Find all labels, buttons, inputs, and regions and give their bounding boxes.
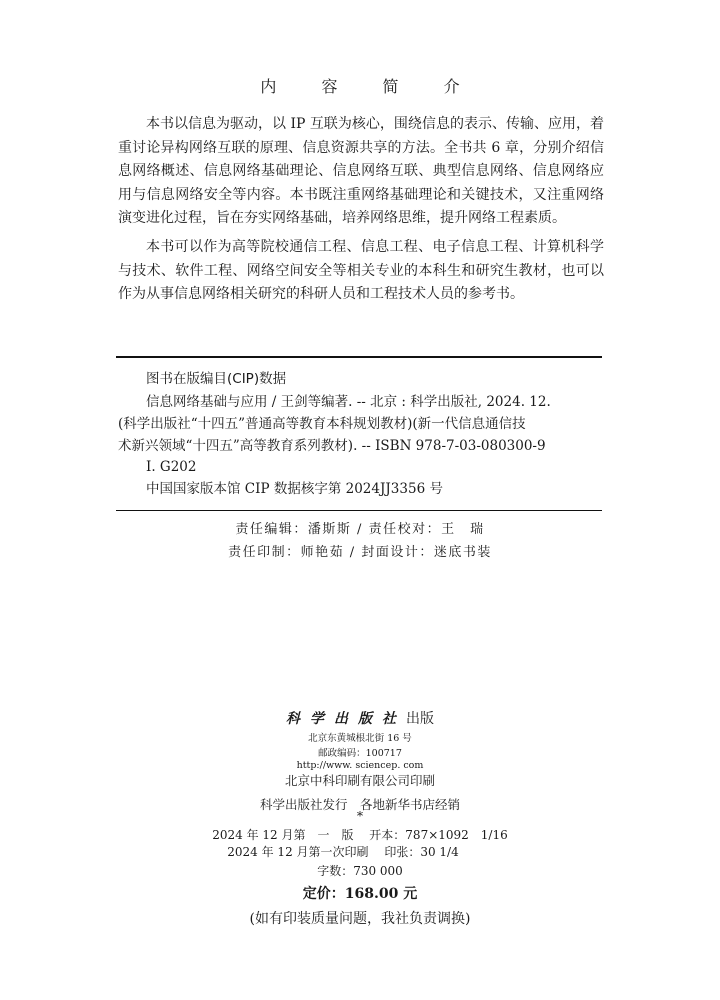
cip-series-line: (科学出版社“十四五”普通高等教育本科规划教材)(新一代信息通信技 [118,415,526,432]
staff-editors: 责任编辑：潘斯斯 / 责任校对：王 瑞 [235,522,485,537]
quality-note: (如有印装质量问题，我社负责调换) [249,911,471,927]
edition-line-2: 2024 年 12 月第一次印刷 印张：30 1/4 [227,845,459,859]
price-label: 定价： [302,886,345,902]
summary-paragraph-1: 本书以信息为驱动，以 IP 互联为核心，围绕信息的表示、传输、应用，着重讨论异构网络互联的原理、信息资源共享的方法。全书共 6 章，分别介绍信息网络概述、信息网络基础理论、信息网络互联、典型信息网络、信息网络应用与信息网络安全等内容。本书既注重网络基础理论和关键技术，又注重网络演变进化过程，旨在夯实网络基础，培养网络思维，提升网络工程素质。 [118,116,604,226]
price-line [0,883,720,903]
printer-line: 北京中科印刷有限公司印刷 [284,773,435,788]
price-value: 168.00 [344,886,399,902]
summary-paragraph-2: 本书可以作为高等院校通信工程、信息工程、电子信息工程、计算机科学与技术、软件工程、网络空间安全等相关专业的本科生和研究生教材，也可以作为从事信息网络相关研究的科研人员和工程技术人员的参考书。 [118,239,604,302]
cip-top-rule [116,356,602,358]
staff-production: 责任印制：师艳茹 / 封面设计：迷底书装 [228,545,492,560]
edition-line-1: 2024 年 12 月第 一 版 开本：787×1092 1/16 [212,828,508,842]
cip-title-line: 信息网络基础与应用 / 王剑等编著. -- 北京 : 科学出版社, 2024. 12. [146,394,551,410]
cip-isbn-line: 术新兴领域“十四五”高等教育系列教材). -- ISBN 978-7-03-080300-9 [118,437,546,454]
publisher-address: 北京东黄城根北街 16 号 [308,733,412,744]
publisher-name: 科学出版社 [286,711,406,727]
cip-bottom-rule [116,510,602,511]
cip-record [118,392,602,501]
cip-classification: Ⅰ. G202 [146,459,197,476]
publisher-suffix: 出版 [406,711,434,727]
publisher-line [0,708,720,728]
separator-star: * [356,808,364,823]
publisher-postcode: 邮政编码：100717 [318,748,402,759]
distribution-line: 科学出版社发行 各地新华书店经销 [259,797,460,812]
publisher-website: http://www. sciencep. com [296,760,424,771]
cip-number: 中国国家版本馆 CIP 数据核字第 2024JJ3356 号 [146,481,443,498]
cip-heading: 图书在版编目(CIP)数据 [146,371,287,387]
price-unit: 元 [403,886,418,902]
summary-title: 内 容 简 介 [260,77,480,96]
word-count: 字数：730 000 [317,864,403,878]
